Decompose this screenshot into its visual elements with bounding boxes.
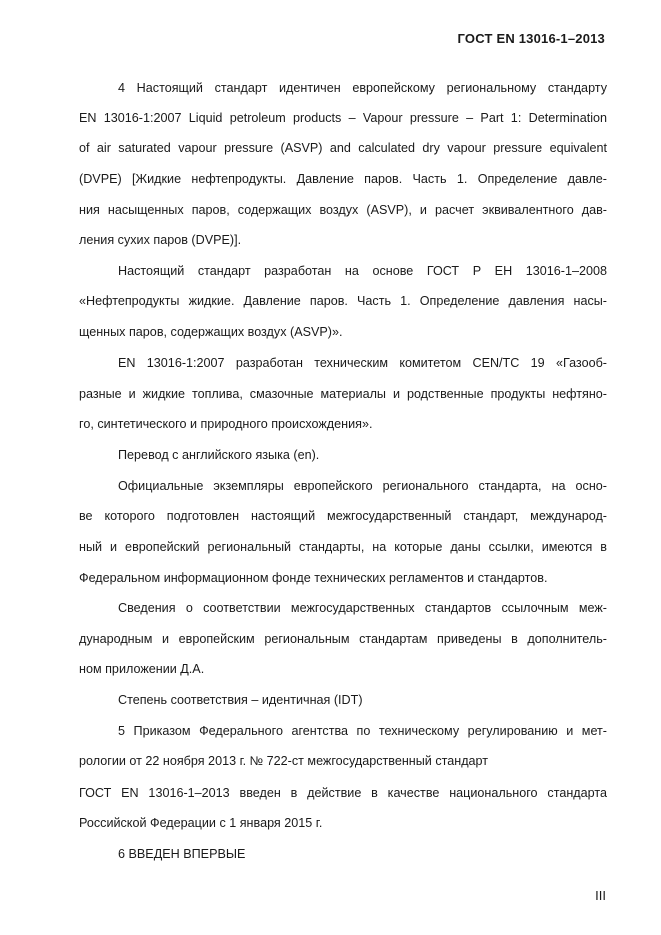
text-line: ве которого подготовлен настоящий межгосударственный стандарт, международ-	[79, 509, 607, 523]
text-line: «Нефтепродукты жидкие. Давление паров. Часть 1. Определение давления насы-	[79, 294, 607, 308]
text-line: Настоящий стандарт разработан на основе ГОСТ Р ЕН 13016-1–2008	[118, 264, 607, 278]
text-line: 5 Приказом Федерального агентства по техническому регулированию и мет-	[118, 724, 607, 738]
text-line: рологии от 22 ноября 2013 г. № 722-ст межгосударственный стандарт	[79, 754, 489, 768]
text-line: Перевод с английского языка (en).	[118, 448, 320, 462]
text-line: EN 13016-1:2007 Liquid petroleum products – Vapour pressure – Part 1: Determination	[79, 111, 607, 125]
text-line: ном приложении Д.А.	[79, 662, 205, 676]
text-line: 6 ВВЕДЕН ВПЕРВЫЕ	[118, 847, 246, 861]
text-line: ный и европейский региональный стандарты, на которые даны ссылки, имеются в	[79, 540, 607, 554]
text-line: Федеральном информационном фонде технических регламентов и стандартов.	[79, 571, 548, 585]
text-line: Российской Федерации с 1 января 2015 г.	[79, 816, 323, 830]
text-line: (DVPE) [Жидкие нефтепродукты. Давление паров. Часть 1. Определение давле-	[79, 172, 607, 186]
text-line: ния насыщенных паров, содержащих воздух (ASVP), и расчет эквивалентного дав-	[79, 203, 607, 217]
text-line: ГОСТ EN 13016-1–2013 введен в действие в качестве национального стандарта	[79, 786, 607, 800]
text-line: 4 Настоящий стандарт идентичен европейскому региональному стандарту	[118, 81, 607, 95]
text-line: EN 13016-1:2007 разработан техническим комитетом CEN/TC 19 «Газооб-	[118, 356, 607, 370]
text-line: of air saturated vapour pressure (ASVP) and calculated dry vapour pressure equivalent	[79, 141, 607, 155]
text-line: ления сухих паров (DVPE)].	[79, 233, 242, 247]
document-header: ГОСТ EN 13016-1–2013	[457, 31, 605, 46]
text-line: Официальные экземпляры европейского регионального стандарта, на осно-	[118, 479, 607, 493]
page-number: III	[595, 888, 606, 903]
text-line: Степень соответствия – идентичная (IDT)	[118, 693, 363, 707]
text-line: го, синтетического и природного происхождения».	[79, 417, 373, 431]
text-line: разные и жидкие топлива, смазочные материалы и родственные продукты нефтяно-	[79, 387, 607, 401]
text-line: Сведения о соответствии межгосударственных стандартов ссылочным меж-	[118, 601, 607, 615]
text-line: щенных паров, содержащих воздух (ASVP)».	[79, 325, 343, 339]
text-line: дународным и европейским региональным стандартам приведены в дополнитель-	[79, 632, 607, 646]
